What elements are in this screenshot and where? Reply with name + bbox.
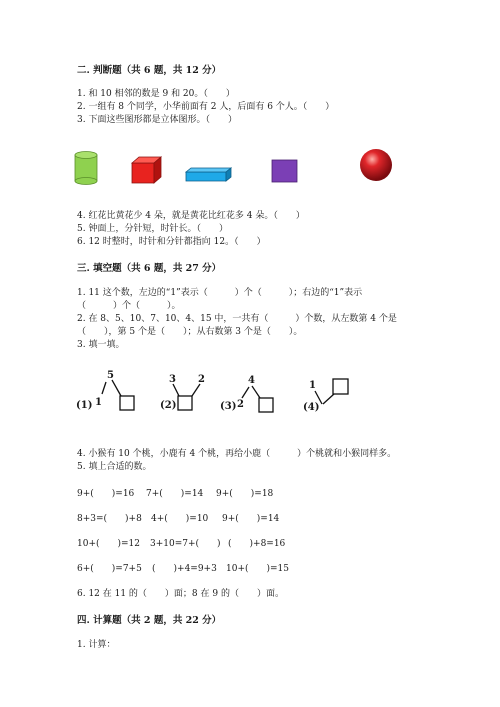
composition-3-top: 4: [248, 375, 255, 386]
fill-item-6: 6. 12 在 11 的（ ）面；8 在 9 的（ ）面。: [77, 589, 284, 599]
section-calc-title: 四. 计算题（共 2 题，共 22 分）: [77, 615, 222, 626]
composition-3-label: (3): [220, 401, 237, 412]
eq-r4c2: ( )+4=9+3: [152, 564, 217, 574]
composition-1-label: (1): [76, 400, 93, 411]
calc-item-1: 1. 计算：: [77, 640, 116, 650]
fill-item-2a: 2. 在 8、5、10、7、10、4、15 中，一共有（ ）个数，从左数第 4 个是: [77, 314, 397, 324]
eq-r4c3: 10+( )=15: [226, 564, 290, 574]
eq-r2c2: 4+( )=10: [151, 514, 209, 524]
section-fill-title: 三. 填空题（共 6 题，共 27 分）: [77, 263, 222, 274]
composition-1: [76, 370, 156, 420]
judge-item-1: 1. 和 10 相邻的数是 9 和 20。（ ）: [77, 89, 235, 99]
eq-r2c1: 8+3=( )+8: [77, 514, 142, 524]
composition-1-top: 5: [107, 370, 114, 381]
square-shape-icon: [270, 158, 300, 184]
fill-item-1a: 1. 11 这个数，左边的“1”表示（ ）个（ ）；右边的“1”表示: [77, 288, 363, 298]
composition-4: [303, 375, 383, 425]
composition-2-left: 3: [169, 374, 176, 385]
cylinder-shape-icon: [72, 150, 102, 186]
eq-r1c1: 9+( )=16: [77, 489, 135, 499]
section-judge-title: 二. 判断题（共 6 题，共 12 分）: [77, 65, 222, 76]
eq-r3c1: 10+( )=12: [77, 539, 141, 549]
judge-item-4: 4. 红花比黄花少 4 朵，就是黄花比红花多 4 朵。（ ）: [77, 211, 305, 221]
eq-r1c3: 9+( )=18: [216, 489, 274, 499]
composition-3-left: 2: [237, 399, 244, 410]
fill-item-4: 4. 小猴有 10 个桃，小鹿有 4 个桃，再给小鹿（ ）个桃就和小猴同样多。: [77, 449, 397, 459]
eq-r4c1: 6+( )=7+5: [77, 564, 142, 574]
cuboid-shape-icon: [184, 166, 234, 184]
judge-item-3: 3. 下面这些图形都是立体图形。（ ）: [77, 115, 237, 125]
eq-r1c2: 7+( )=14: [146, 489, 204, 499]
fill-item-5: 5. 填上合适的数。: [77, 462, 152, 472]
cube-shape-icon: [130, 155, 164, 185]
composition-1-left: 1: [95, 397, 102, 408]
composition-4-label: (4): [303, 402, 320, 413]
judge-item-6: 6. 12 时整时，时针和分针都指向 12。（ ）: [77, 237, 266, 247]
judge-item-5: 5. 钟面上，分针短，时针长。（ ）: [77, 224, 228, 234]
composition-2-label: (2): [160, 400, 177, 411]
eq-r3c3: ( )+8=16: [228, 539, 286, 549]
sphere-shape-icon: [358, 147, 394, 183]
fill-item-1b: （ ）个（ ）。: [77, 301, 181, 311]
fill-item-3: 3. 填一填。: [77, 340, 125, 350]
composition-3: [220, 370, 300, 420]
judge-item-2: 2. 一组有 8 个同学，小华前面有 2 人，后面有 6 个人。（ ）: [77, 102, 335, 112]
eq-r3c2: 3+10=7+( ): [150, 539, 221, 549]
eq-r2c3: 9+( )=14: [222, 514, 280, 524]
composition-4-left: 1: [309, 380, 316, 391]
fill-item-2b: （ ），第 5 个是（ ）；从右数第 3 个是（ ）。: [77, 327, 303, 337]
composition-2-top: 2: [198, 374, 205, 385]
